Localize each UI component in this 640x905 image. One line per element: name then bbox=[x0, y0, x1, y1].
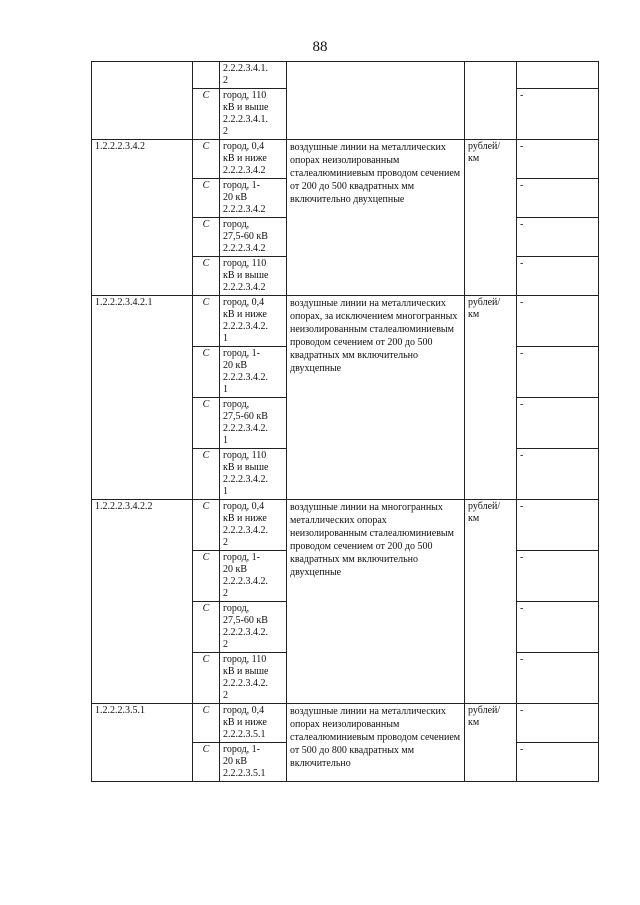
row-value: - bbox=[517, 602, 599, 653]
row-description: воздушные линии на металлических опорах неизолированным сталеалюминиевым проводом сечением от 500 до 800 квадратных мм включительно bbox=[287, 704, 465, 782]
row-value: - bbox=[517, 500, 599, 551]
row-letter: С bbox=[193, 140, 220, 179]
row-value: - bbox=[517, 140, 599, 179]
row-unit: рублей/ км bbox=[465, 140, 517, 296]
row-letter: С bbox=[193, 743, 220, 782]
row-label: город, 0,4 кВ и ниже 2.2.2.3.5.1 bbox=[220, 704, 287, 743]
row-label: город, 0,4 кВ и ниже 2.2.2.3.4.2. 1 bbox=[220, 296, 287, 347]
row-unit: рублей/ км bbox=[465, 500, 517, 704]
row-value: - bbox=[517, 179, 599, 218]
row-letter: С bbox=[193, 296, 220, 347]
row-value: - bbox=[517, 704, 599, 743]
row-label: город, 27,5-60 кВ 2.2.2.3.4.2. 1 bbox=[220, 398, 287, 449]
row-value: - bbox=[517, 218, 599, 257]
row-value: - bbox=[517, 743, 599, 782]
row-value: - bbox=[517, 398, 599, 449]
row-label: 2.2.2.3.4.1. 2 bbox=[220, 62, 287, 89]
row-label: город, 27,5-60 кВ 2.2.2.3.4.2 bbox=[220, 218, 287, 257]
row-letter: С bbox=[193, 551, 220, 602]
row-letter: С bbox=[193, 398, 220, 449]
row-letter: С bbox=[193, 179, 220, 218]
table-row bbox=[92, 704, 599, 743]
row-value: - bbox=[517, 653, 599, 704]
row-value: - bbox=[517, 551, 599, 602]
row-label: город, 0,4 кВ и ниже 2.2.2.3.4.2. 2 bbox=[220, 500, 287, 551]
row-letter: С bbox=[193, 347, 220, 398]
row-letter bbox=[193, 62, 220, 89]
row-code: 1.2.2.2.3.4.2.2 bbox=[92, 500, 193, 704]
table-row bbox=[92, 140, 599, 179]
row-letter: С bbox=[193, 653, 220, 704]
row-letter: С bbox=[193, 704, 220, 743]
row-unit: рублей/ км bbox=[465, 704, 517, 782]
row-label: город, 110 кВ и выше 2.2.2.3.4.2. 1 bbox=[220, 449, 287, 500]
row-description bbox=[287, 62, 465, 140]
row-code bbox=[92, 62, 193, 140]
row-value: - bbox=[517, 257, 599, 296]
row-label: город, 1- 20 кВ 2.2.2.3.4.2. 2 bbox=[220, 551, 287, 602]
row-label: город, 110 кВ и выше 2.2.2.3.4.1. 2 bbox=[220, 89, 287, 140]
tariff-table bbox=[91, 61, 599, 782]
row-letter: С bbox=[193, 602, 220, 653]
row-code: 1.2.2.2.3.4.2.1 bbox=[92, 296, 193, 500]
table-row bbox=[92, 62, 599, 89]
row-label: город, 1- 20 кВ 2.2.2.3.4.2. 1 bbox=[220, 347, 287, 398]
row-label: город, 1- 20 кВ 2.2.2.3.4.2 bbox=[220, 179, 287, 218]
row-code: 1.2.2.2.3.4.2 bbox=[92, 140, 193, 296]
row-value bbox=[517, 62, 599, 89]
row-value: - bbox=[517, 449, 599, 500]
row-unit: рублей/ км bbox=[465, 296, 517, 500]
row-letter: С bbox=[193, 257, 220, 296]
row-label: город, 1- 20 кВ 2.2.2.3.5.1 bbox=[220, 743, 287, 782]
row-value: - bbox=[517, 347, 599, 398]
table-row bbox=[92, 500, 599, 551]
row-unit bbox=[465, 62, 517, 140]
row-label: город, 110 кВ и выше 2.2.2.3.4.2. 2 bbox=[220, 653, 287, 704]
row-description: воздушные линии на многогранных металлических опорах неизолированным сталеалюминиевым проводом сечением от 200 до 500 квадратных мм включительно двухцепные bbox=[287, 500, 465, 704]
table-row bbox=[92, 296, 599, 347]
row-letter: С bbox=[193, 500, 220, 551]
row-value: - bbox=[517, 89, 599, 140]
row-label: город, 110 кВ и выше 2.2.2.3.4.2 bbox=[220, 257, 287, 296]
row-letter: С bbox=[193, 449, 220, 500]
row-description: воздушные линии на металлических опорах, за исключением многогранных неизолированным сталеалюминиевым проводом сечением от 200 до 500 квадратных мм включительно двухцепные bbox=[287, 296, 465, 500]
row-code: 1.2.2.2.3.5.1 bbox=[92, 704, 193, 782]
row-label: город, 0,4 кВ и ниже 2.2.2.3.4.2 bbox=[220, 140, 287, 179]
row-description: воздушные линии на металлических опорах неизолированным сталеалюминиевым проводом сечением от 200 до 500 квадратных мм включительно двухцепные bbox=[287, 140, 465, 296]
row-letter: С bbox=[193, 89, 220, 140]
page-number: 88 bbox=[312, 39, 328, 55]
row-value: - bbox=[517, 296, 599, 347]
row-letter: С bbox=[193, 218, 220, 257]
row-label: город, 27,5-60 кВ 2.2.2.3.4.2. 2 bbox=[220, 602, 287, 653]
